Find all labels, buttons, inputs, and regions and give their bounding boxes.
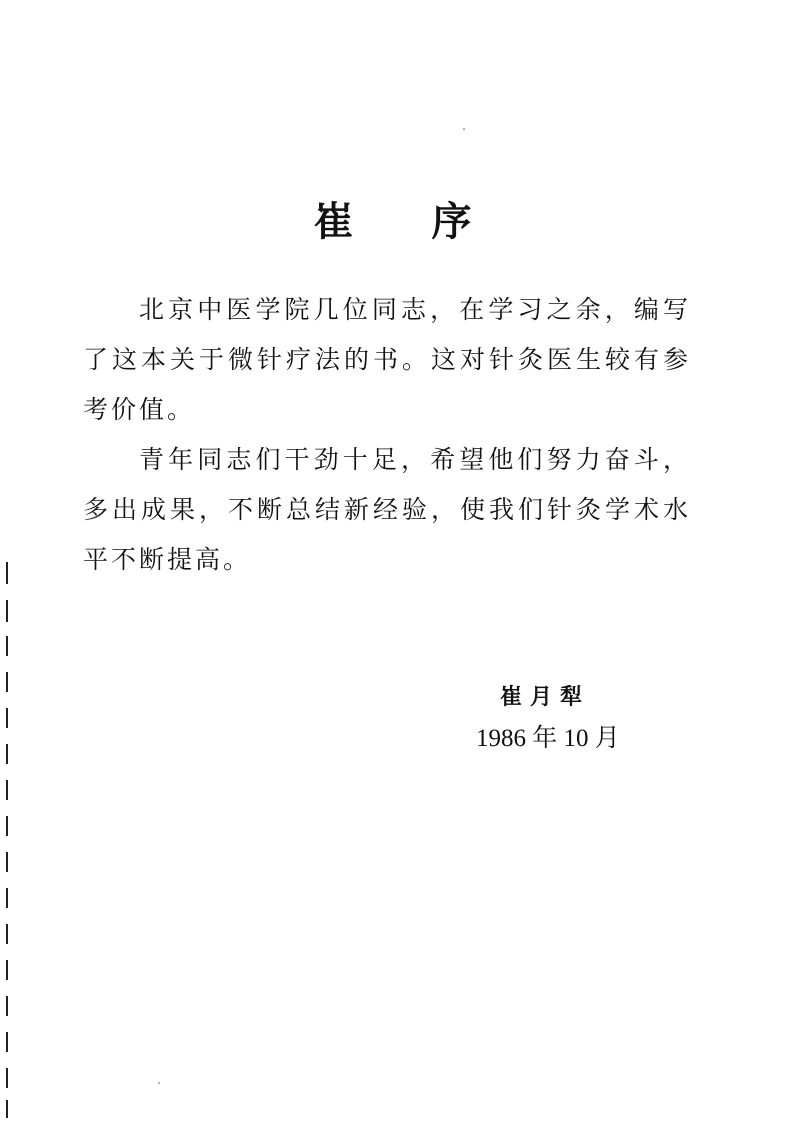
margin-rule [6,852,8,872]
title-char-2: 序 [431,198,472,245]
margin-rule [6,996,8,1016]
preface-body [83,285,691,585]
margin-rule [6,924,8,944]
margin-rule [6,1068,8,1088]
title-char-1: 崔 [313,198,354,245]
margin-rule [6,562,8,584]
margin-rule [6,1100,8,1118]
signature-date: 1986 年 10 月 [476,725,620,752]
paragraph-2: 青年同志们干劲十足，希望他们努力奋斗，多出成果，不断总结新经验，使我们针灸学术水平不断提高。 [83,445,691,574]
margin-rule [6,708,8,728]
margin-rule [6,1032,8,1052]
scan-speck [158,1082,160,1084]
margin-rule [6,780,8,800]
margin-rule [6,600,8,622]
margin-rule [6,960,8,980]
scan-speck [463,128,465,130]
margin-rule [6,744,8,764]
margin-rule [6,672,8,692]
margin-rule [6,888,8,908]
margin-rule [6,816,8,836]
paragraph-1: 北京中医学院几位同志，在学习之余，编写了这本关于微针疗法的书。这对针灸医生较有参考价值。 [83,295,691,424]
preface-title [0,190,785,247]
signature-name: 崔月犁 [500,684,591,710]
margin-rule [6,636,8,656]
